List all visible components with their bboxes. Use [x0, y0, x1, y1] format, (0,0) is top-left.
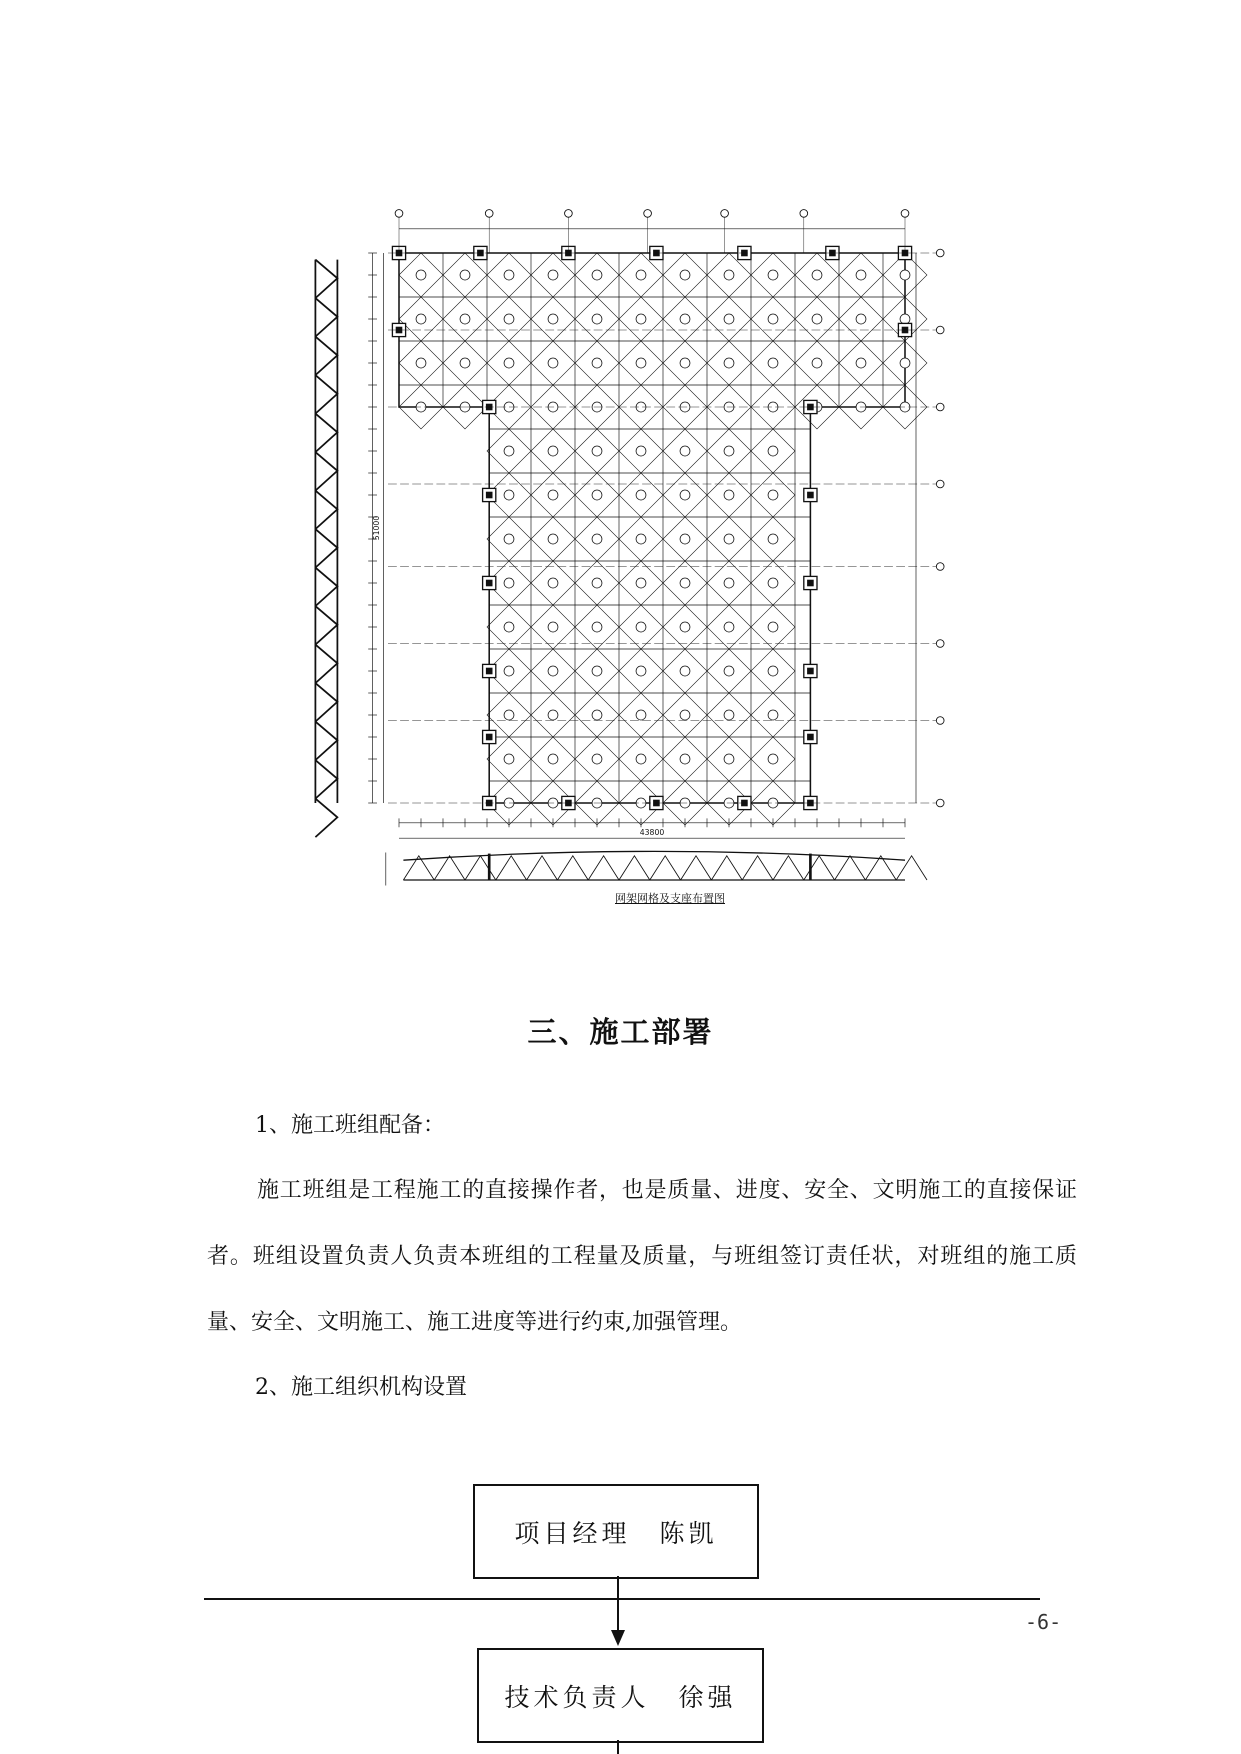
axis-bubble: [936, 249, 944, 257]
truss-web: [711, 856, 742, 880]
truss-web: [773, 856, 804, 880]
node-circle: [636, 534, 646, 544]
node-circle: [548, 710, 558, 720]
node-circle: [856, 358, 866, 368]
org-box-project-manager: 项目经理 陈凯: [473, 1484, 759, 1579]
node-circle: [636, 358, 646, 368]
truss-web: [315, 760, 337, 799]
node-circle: [460, 314, 470, 324]
node-circle: [900, 358, 910, 368]
subsection-heading-organization: 2、施工组织机构设置: [255, 1375, 467, 1400]
truss-web: [315, 683, 337, 722]
truss-web: [315, 260, 337, 299]
node-circle: [856, 270, 866, 280]
node-circle: [504, 578, 514, 588]
support-square-inner: [486, 734, 493, 741]
node-circle: [724, 710, 734, 720]
section-title: 三、施工部署: [527, 1015, 714, 1049]
axis-bubble: [936, 480, 944, 488]
node-circle: [592, 314, 602, 324]
node-circle: [724, 754, 734, 764]
node-circle: [592, 622, 602, 632]
node-circle: [460, 270, 470, 280]
truss-web: [527, 856, 558, 880]
node-circle: [504, 622, 514, 632]
truss-web: [315, 799, 337, 838]
node-circle: [592, 490, 602, 500]
node-circle: [504, 446, 514, 456]
truss-web: [315, 722, 337, 761]
node-circle: [548, 578, 558, 588]
node-circle: [548, 270, 558, 280]
axis-bubble: [936, 640, 944, 648]
node-circle: [592, 710, 602, 720]
axis-bubble: [800, 210, 808, 218]
node-circle: [548, 622, 558, 632]
truss-web: [315, 337, 337, 376]
truss-web: [650, 856, 681, 880]
node-circle: [592, 666, 602, 676]
node-circle: [768, 314, 778, 324]
node-circle: [416, 358, 426, 368]
node-circle: [724, 490, 734, 500]
truss-web: [804, 856, 835, 880]
node-circle: [548, 314, 558, 324]
node-circle: [768, 270, 778, 280]
node-circle: [768, 666, 778, 676]
node-circle: [592, 270, 602, 280]
subsection-heading-team: 1、施工班组配备：: [255, 1113, 445, 1138]
node-circle: [900, 314, 910, 324]
node-circle: [680, 314, 690, 324]
truss-web: [315, 414, 337, 453]
node-circle: [768, 358, 778, 368]
node-circle: [812, 270, 822, 280]
node-circle: [724, 622, 734, 632]
paragraph-team-description: 施工班组是工程施工的直接操作者，也是质量、进度、安全、文明施工的直接保证者。班组设置负责人负责本班组的工程量及质量，与班组签订责任状，对班组的施工质量、安全、文明施工、施工进度等进行约束,加强管理。: [207, 1178, 1077, 1335]
truss-web: [315, 529, 337, 568]
node-circle: [504, 358, 514, 368]
truss-web: [315, 568, 337, 607]
truss-web: [315, 298, 337, 337]
figure-caption: 网架网格及支座布置图: [615, 892, 725, 905]
node-circle: [592, 578, 602, 588]
axis-bubble: [936, 799, 944, 807]
truss-web: [434, 856, 465, 880]
node-circle: [768, 710, 778, 720]
axis-bubble: [644, 210, 652, 218]
node-circle: [504, 314, 514, 324]
truss-web: [496, 856, 527, 880]
support-square-inner: [807, 668, 814, 675]
truss-web: [315, 452, 337, 491]
node-circle: [460, 358, 470, 368]
node-circle: [548, 358, 558, 368]
support-square-inner: [807, 492, 814, 499]
node-circle: [724, 314, 734, 324]
node-circle: [636, 710, 646, 720]
support-square-inner: [807, 580, 814, 587]
axis-bubble: [936, 403, 944, 411]
node-circle: [812, 314, 822, 324]
axis-bubble: [901, 210, 909, 218]
truss-web: [742, 856, 773, 880]
node-circle: [592, 754, 602, 764]
node-circle: [680, 270, 690, 280]
truss-web: [315, 645, 337, 684]
node-circle: [724, 358, 734, 368]
axis-bubble: [936, 563, 944, 571]
node-circle: [504, 754, 514, 764]
node-circle: [636, 446, 646, 456]
node-circle: [592, 358, 602, 368]
truss-web: [835, 856, 866, 880]
node-circle: [856, 314, 866, 324]
node-circle: [680, 754, 690, 764]
node-circle: [636, 666, 646, 676]
node-circle: [724, 534, 734, 544]
truss-web: [465, 856, 496, 880]
node-circle: [636, 270, 646, 280]
node-circle: [592, 534, 602, 544]
node-circle: [724, 270, 734, 280]
truss-web: [315, 606, 337, 645]
node-circle: [812, 358, 822, 368]
space-frame-layout-drawing: [300, 180, 960, 920]
node-circle: [724, 666, 734, 676]
node-circle: [900, 270, 910, 280]
node-circle: [416, 314, 426, 324]
dimension-label-total-width: 43800: [639, 827, 665, 837]
node-circle: [592, 446, 602, 456]
node-circle: [768, 446, 778, 456]
node-circle: [548, 490, 558, 500]
node-circle: [680, 534, 690, 544]
node-circle: [768, 622, 778, 632]
node-circle: [548, 666, 558, 676]
axis-bubble: [565, 210, 573, 218]
node-circle: [504, 534, 514, 544]
truss-web: [557, 856, 588, 880]
node-circle: [680, 358, 690, 368]
org-connector-line-lower: [617, 1740, 619, 1754]
truss-web: [315, 375, 337, 414]
node-circle: [548, 446, 558, 456]
node-circle: [680, 490, 690, 500]
node-circle: [504, 270, 514, 280]
footer-rule: [204, 1598, 1040, 1600]
node-circle: [636, 314, 646, 324]
arrow-down-icon: [611, 1630, 625, 1646]
node-circle: [636, 490, 646, 500]
page-number: -6-: [1025, 1610, 1062, 1634]
node-circle: [504, 490, 514, 500]
node-circle: [680, 446, 690, 456]
truss-web: [681, 856, 712, 880]
axis-bubble: [485, 210, 493, 218]
truss-web: [619, 856, 650, 880]
node-circle: [680, 622, 690, 632]
support-square-inner: [807, 734, 814, 741]
node-circle: [636, 622, 646, 632]
org-connector-line: [617, 1576, 619, 1634]
node-circle: [680, 710, 690, 720]
node-circle: [504, 710, 514, 720]
node-circle: [504, 666, 514, 676]
node-circle: [416, 270, 426, 280]
node-circle: [768, 754, 778, 764]
node-circle: [548, 754, 558, 764]
node-circle: [636, 578, 646, 588]
node-circle: [724, 578, 734, 588]
axis-bubble: [395, 210, 403, 218]
axis-bubble: [936, 717, 944, 725]
support-square-inner: [486, 580, 493, 587]
node-circle: [680, 666, 690, 676]
node-circle: [768, 578, 778, 588]
node-circle: [768, 490, 778, 500]
truss-web: [588, 856, 619, 880]
dimension-label-total-height: 51000: [372, 515, 382, 541]
org-box-technical-lead: 技术负责人 徐强: [477, 1648, 764, 1743]
support-square-inner: [486, 492, 493, 499]
node-circle: [680, 578, 690, 588]
truss-web: [315, 491, 337, 529]
node-circle: [636, 754, 646, 764]
node-circle: [724, 446, 734, 456]
node-circle: [548, 534, 558, 544]
support-square-inner: [486, 668, 493, 675]
node-circle: [768, 534, 778, 544]
axis-bubble: [936, 326, 944, 334]
axis-bubble: [721, 210, 729, 218]
